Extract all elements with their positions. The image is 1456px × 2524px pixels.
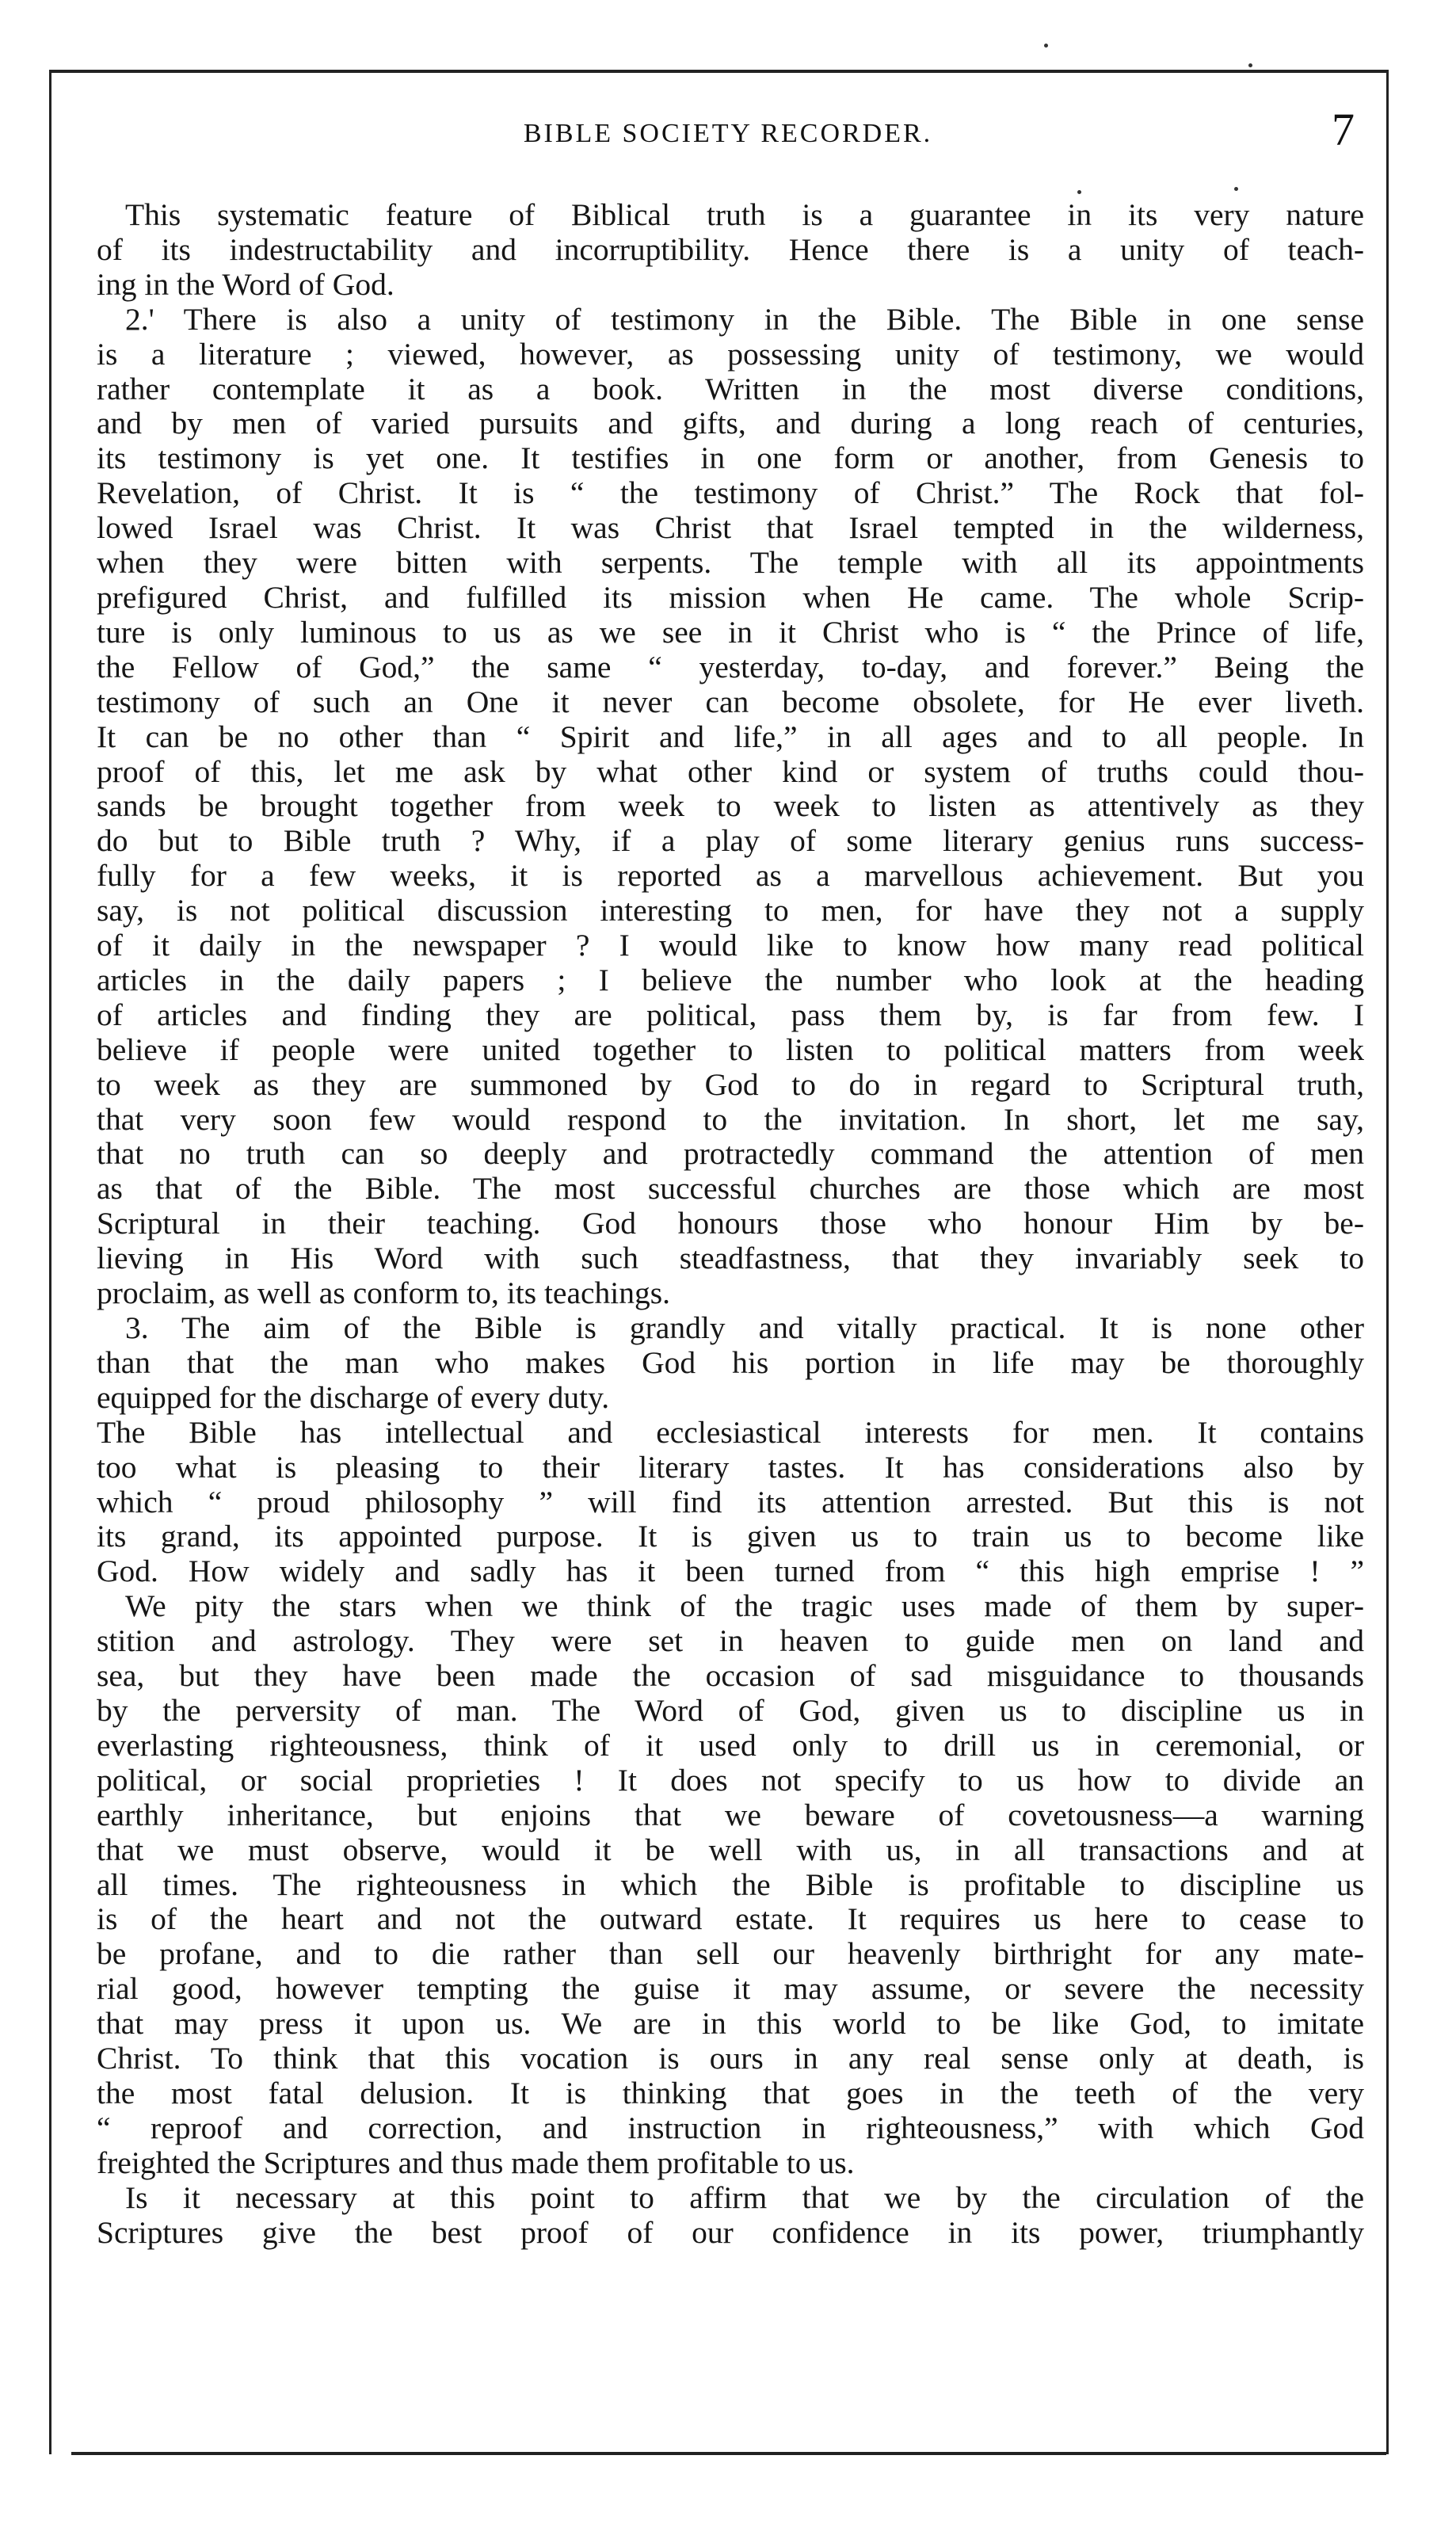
text-line: prefigured Christ, and fulfilled its mission when He came. The whole Scrip- [97,579,1364,615]
text-line: equipped for the discharge of every duty. [97,1379,610,1415]
text-line: ture is only luminous to us as we see in it Christ who is “ the Prince of life, [97,614,1364,650]
top-border-rule [49,70,1388,73]
left-border-rule [49,70,51,2454]
text-line: ing in the Word of God. [97,266,394,302]
ink-speck [1234,187,1238,191]
text-line: 2.' There is also a unity of testimony in the Bible. The Bible in one sense [125,301,1364,337]
text-line: proclaim, as well as conform to, its teachings. [97,1275,670,1311]
text-line: fully for a few weeks, it is reported as a marvellous achievement. But you [97,858,1364,894]
text-line: Revelation, of Christ. It is “ the testimony of Christ.” The Rock that fol- [97,475,1364,511]
text-line: This systematic feature of Biblical truth is a guarantee in its very nature [125,197,1364,232]
ink-speck [1077,190,1081,194]
text-line: articles in the daily papers ; I believe the number who look at the heading [97,962,1364,997]
text-line: freighted the Scriptures and thus made them profitable to us. [97,2145,855,2180]
text-line: than that the man who makes God his portion in life may be thoroughly [97,1344,1364,1380]
text-line: and by men of varied pursuits and gifts, and during a long reach of centuries, [97,406,1364,441]
text-line: that we must observe, would it be well with us, in all transactions and at [97,1832,1364,1867]
text-line: its testimony is yet one. It testifies in one form or another, from Genesis to [97,440,1364,476]
text-line: be profane, and to die rather than sell our heavenly birthright for any mate- [97,1936,1364,1972]
bottom-border-rule [71,2452,1386,2455]
text-line: that very soon few would respond to the invitation. In short, let me say, [97,1101,1364,1137]
text-line: do but to Bible truth ? Why, if a play of some literary genius runs success- [97,823,1364,859]
text-line: to week as they are summoned by God to do in regard to Scriptural truth, [97,1066,1364,1102]
text-line: political, or social proprieties ! It does not specify to us how to divide an [97,1762,1364,1798]
text-line: of articles and finding they are political, pass them by, is far from few. I [97,997,1364,1032]
text-line: that no truth can so deeply and protractedly command the attention of men [97,1136,1364,1172]
article-body [97,198,1364,2250]
text-line: of it daily in the newspaper ? I would like to know how many read political [97,928,1364,963]
text-line: God. How widely and sadly has it been turned from “ this high emprise ! ” [97,1554,1364,1589]
running-header-title: BIBLE SOCIETY RECORDER. [523,119,933,148]
text-line: is of the heart and not the outward estate. It requires us here to cease to [97,1901,1364,1937]
text-line: is a literature ; viewed, however, as possessing unity of testimony, we would [97,336,1364,372]
text-line: Scriptural in their teaching. God honours those who honour Him by be- [97,1206,1364,1241]
text-line: lieving in His Word with such steadfastness, that they invariably seek to [97,1241,1364,1276]
text-line: The Bible has intellectual and ecclesiastical interests for men. It contains [97,1414,1364,1450]
text-line: say, is not political discussion interesting to men, for have they not a supply [97,893,1364,928]
text-line: sands be brought together from week to week to listen as attentively as they [97,788,1364,824]
text-line: believe if people were united together to listen to political matters from week [97,1031,1364,1067]
text-line: of its indestructability and incorruptibility. Hence there is a unity of teach- [97,231,1364,267]
ink-speck [1044,44,1048,48]
text-line: 3. The aim of the Bible is grandly and vitally practical. It is none other [125,1310,1364,1345]
text-line: as that of the Bible. The most successful churches are those which are most [97,1171,1364,1207]
text-line: when they were bitten with serpents. The temple with all its appointments [97,545,1364,581]
text-line: by the perversity of man. The Word of God, given us to discipline us in [97,1692,1364,1728]
text-line: rather contemplate it as a book. Written in the most diverse conditions, [97,371,1364,406]
text-line: Christ. To think that this vocation is ours in any real sense only at death, is [97,2041,1364,2076]
text-line: all times. The righteousness in which the Bible is profitable to discipline us [97,1866,1364,1902]
text-line: It can be no other than “ Spirit and life,” in all ages and to all people. In [97,719,1364,754]
text-line: proof of this, let me ask by what other kind or system of truths could thou- [97,753,1364,789]
text-line: everlasting righteousness, think of it used only to drill us in ceremonial, or [97,1727,1364,1763]
ink-speck [1248,63,1252,67]
text-line: Scriptures give the best proof of our confidence in its power, triumphantly [97,2214,1364,2250]
text-line: earthly inheritance, but enjoins that we beware of covetousness—a warning [97,1797,1364,1832]
page-number: 7 [1332,104,1355,155]
text-line: “ reproof and correction, and instruction in righteousness,” with which God [97,2110,1364,2145]
text-line: the most fatal delusion. It is thinking that goes in the teeth of the very [97,2075,1364,2110]
right-border-rule [1386,70,1389,2454]
text-line: rial good, however tempting the guise it may assume, or severe the necessity [97,1971,1364,2007]
text-line: Is it necessary at this point to affirm that we by the circulation of the [125,2179,1364,2215]
text-line: the Fellow of God,” the same “ yesterday, to-day, and forever.” Being the [97,649,1364,684]
text-line: which “ proud philosophy ” will find its attention arrested. But this is not [97,1484,1364,1519]
text-line: testimony of such an One it never can become obsolete, for He ever liveth. [97,684,1364,719]
text-line: We pity the stars when we think of the tragic uses made of them by super- [125,1588,1364,1624]
text-line: stition and astrology. They were set in heaven to guide men on land and [97,1623,1364,1659]
text-line: its grand, its appointed purpose. It is given us to train us to become like [97,1519,1364,1554]
text-line: too what is pleasing to their literary tastes. It has considerations also by [97,1449,1364,1485]
text-line: sea, but they have been made the occasion of sad misguidance to thousands [97,1658,1364,1694]
text-line: that may press it upon us. We are in this world to be like God, to imitate [97,2006,1364,2042]
text-line: lowed Israel was Christ. It was Christ that Israel tempted in the wilderness, [97,510,1364,546]
